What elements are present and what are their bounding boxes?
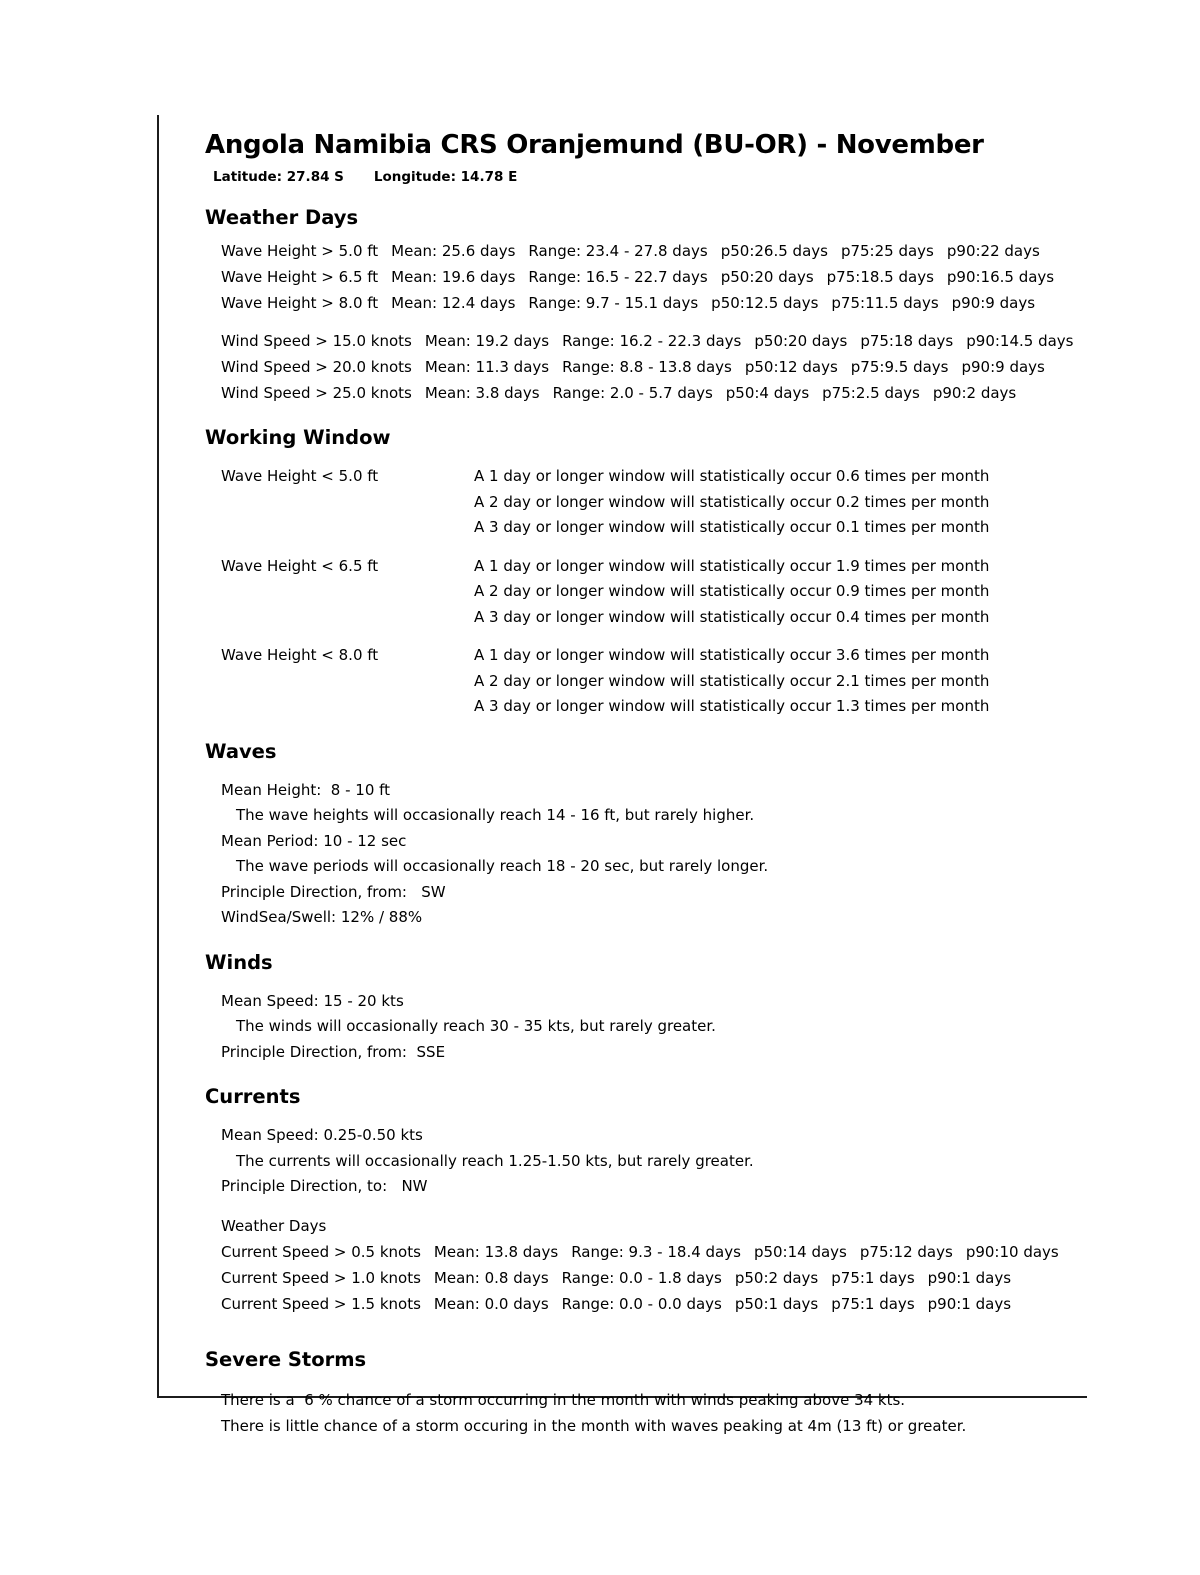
mean-value: Mean: 12.4 days	[391, 294, 516, 312]
mean-period: Mean Period: 10 - 12 sec	[221, 831, 407, 850]
p90-value: p90:1 days	[927, 1295, 1012, 1313]
range-value: Range: 16.2 - 22.3 days	[562, 332, 742, 350]
condition: Current Speed > 0.5 knots	[221, 1243, 421, 1261]
condition: Wind Speed > 20.0 knots	[221, 358, 412, 376]
table-row	[221, 238, 1087, 264]
section-heading-waves: Waves	[205, 739, 277, 763]
mean-speed-note: The currents will occasionally reach 1.25-1.50 kts, but rarely greater.	[236, 1151, 754, 1170]
range-value: Range: 23.4 - 27.8 days	[528, 242, 708, 260]
latitude-value: Latitude: 27.84 S	[213, 169, 344, 185]
condition: Wave Height > 6.5 ft	[221, 268, 379, 286]
working-window-group	[221, 643, 1087, 720]
condition: Current Speed > 1.0 knots	[221, 1269, 421, 1287]
window-statistic: A 3 day or longer window will statistically occur 1.3 times per month	[474, 697, 990, 715]
p50-value: p50:2 days	[734, 1269, 819, 1287]
p50-value: p50:12 days	[744, 358, 838, 376]
range-value: Range: 16.5 - 22.7 days	[528, 268, 708, 286]
wind-speed-rows	[159, 328, 1087, 406]
p50-value: p50:4 days	[725, 384, 810, 402]
mean-value: Mean: 0.8 days	[433, 1269, 549, 1287]
window-statistics	[474, 464, 989, 541]
wave-height-condition: Wave Height < 5.0 ft	[221, 467, 379, 485]
mean-value: Mean: 13.8 days	[433, 1243, 559, 1261]
window-statistics	[474, 643, 989, 720]
p75-value: p75:18.5 days	[826, 268, 934, 286]
p90-value: p90:22 days	[946, 242, 1040, 260]
mean-value: Mean: 3.8 days	[424, 384, 540, 402]
window-statistics	[474, 554, 989, 631]
p75-value: p75:2.5 days	[822, 384, 920, 402]
report-frame	[157, 115, 1087, 1435]
p75-value: p75:25 days	[840, 242, 934, 260]
wind-storm-statement: There is a 6 % chance of a storm occurring in the month with winds peaking above 34 kts.	[221, 1391, 906, 1409]
section-heading-severe-storms: Severe Storms	[205, 1348, 367, 1371]
severe-storms-details	[159, 1388, 1087, 1439]
window-statistic: A 2 day or longer window will statistically occur 2.1 times per month	[474, 671, 990, 690]
range-value: Range: 0.0 - 1.8 days	[561, 1269, 722, 1287]
range-value: Range: 2.0 - 5.7 days	[552, 384, 713, 402]
condition: Wind Speed > 15.0 knots	[221, 332, 412, 350]
window-statistic: A 2 day or longer window will statistically occur 0.2 times per month	[474, 492, 990, 511]
waves-details	[159, 778, 1087, 931]
wave-height-condition: Wave Height < 8.0 ft	[221, 646, 379, 664]
working-window-groups	[159, 464, 1087, 720]
p90-value: p90:10 days	[965, 1243, 1059, 1261]
currents-details	[159, 1123, 1087, 1317]
principle-direction: Principle Direction, to: NW	[221, 1177, 428, 1195]
table-row	[221, 380, 1087, 406]
principle-direction: Principle Direction, from: SSE	[221, 1042, 446, 1061]
range-value: Range: 9.3 - 18.4 days	[571, 1243, 741, 1261]
wave-height-rows	[159, 238, 1087, 316]
winds-details	[159, 989, 1087, 1066]
currents-weather-days-label: Weather Days	[221, 1216, 327, 1235]
table-row	[221, 354, 1087, 380]
working-window-group	[221, 464, 1087, 541]
mean-height-note: The wave heights will occasionally reach 14 - 16 ft, but rarely higher.	[236, 806, 755, 824]
p90-value: p90:16.5 days	[946, 268, 1055, 286]
table-row	[221, 264, 1087, 290]
table-row	[221, 1239, 1087, 1265]
condition: Wave Height > 8.0 ft	[221, 294, 379, 312]
section-heading-winds: Winds	[205, 950, 273, 974]
wave-storm-statement: There is little chance of a storm occuring in the month with waves peaking at 4m (13 ft) or greater.	[221, 1416, 967, 1435]
longitude-value: Longitude: 14.78 E	[373, 169, 518, 185]
principle-direction: Principle Direction, from: SW	[221, 882, 446, 901]
mean-value: Mean: 0.0 days	[433, 1295, 549, 1313]
p90-value: p90:1 days	[927, 1269, 1012, 1287]
p90-value: p90:2 days	[932, 384, 1017, 402]
p75-value: p75:1 days	[831, 1269, 915, 1287]
mean-value: Mean: 25.6 days	[391, 242, 516, 260]
section-heading-weather-days: Weather Days	[205, 206, 359, 229]
table-row	[221, 1265, 1087, 1291]
p50-value: p50:26.5 days	[720, 242, 828, 260]
window-statistic: A 2 day or longer window will statistically occur 0.9 times per month	[474, 582, 990, 600]
window-statistic: A 1 day or longer window will statistically occur 1.9 times per month	[474, 556, 990, 575]
p90-value: p90:14.5 days	[966, 332, 1074, 350]
mean-period-note: The wave periods will occasionally reach 18 - 20 sec, but rarely longer.	[236, 857, 769, 875]
p50-value: p50:20 days	[754, 332, 848, 350]
range-value: Range: 0.0 - 0.0 days	[561, 1295, 722, 1313]
mean-height: Mean Height: 8 - 10 ft	[221, 780, 391, 799]
p90-value: p90:9 days	[961, 358, 1045, 376]
p50-value: p50:1 days	[734, 1295, 819, 1313]
p75-value: p75:18 days	[860, 332, 954, 350]
p50-value: p50:20 days	[720, 268, 814, 286]
p50-value: p50:14 days	[753, 1243, 847, 1261]
section-heading-currents: Currents	[205, 1085, 301, 1108]
windsea-swell: WindSea/Swell: 12% / 88%	[221, 908, 423, 926]
window-statistic: A 1 day or longer window will statistically occur 3.6 times per month	[474, 646, 990, 664]
mean-speed: Mean Speed: 15 - 20 kts	[221, 991, 404, 1010]
p75-value: p75:12 days	[859, 1243, 953, 1261]
coordinates	[213, 169, 1087, 186]
table-row	[221, 1291, 1087, 1317]
mean-value: Mean: 19.2 days	[424, 332, 550, 350]
p75-value: p75:9.5 days	[850, 358, 949, 376]
condition: Wave Height > 5.0 ft	[221, 242, 379, 260]
condition: Wind Speed > 25.0 knots	[221, 384, 412, 402]
p90-value: p90:9 days	[951, 294, 1036, 312]
range-value: Range: 9.7 - 15.1 days	[528, 294, 699, 312]
range-value: Range: 8.8 - 13.8 days	[562, 358, 732, 376]
mean-speed-note: The winds will occasionally reach 30 - 35 kts, but rarely greater.	[236, 1017, 716, 1035]
table-row	[221, 328, 1087, 354]
page-title: Angola Namibia CRS Oranjemund (BU-OR) - November	[205, 130, 984, 160]
window-statistic: A 3 day or longer window will statistically occur 0.1 times per month	[474, 518, 990, 536]
p50-value: p50:12.5 days	[711, 294, 819, 312]
mean-value: Mean: 19.6 days	[391, 268, 516, 286]
mean-speed: Mean Speed: 0.25-0.50 kts	[221, 1126, 423, 1144]
wave-height-condition: Wave Height < 6.5 ft	[221, 556, 379, 575]
p75-value: p75:11.5 days	[831, 294, 939, 312]
working-window-group	[221, 554, 1087, 631]
p75-value: p75:1 days	[831, 1295, 915, 1313]
table-row	[221, 290, 1087, 316]
section-heading-working-window: Working Window	[205, 426, 391, 449]
window-statistic: A 3 day or longer window will statistically occur 0.4 times per month	[474, 607, 990, 626]
window-statistic: A 1 day or longer window will statistically occur 0.6 times per month	[474, 467, 990, 485]
condition: Current Speed > 1.5 knots	[221, 1295, 421, 1313]
mean-value: Mean: 11.3 days	[424, 358, 550, 376]
